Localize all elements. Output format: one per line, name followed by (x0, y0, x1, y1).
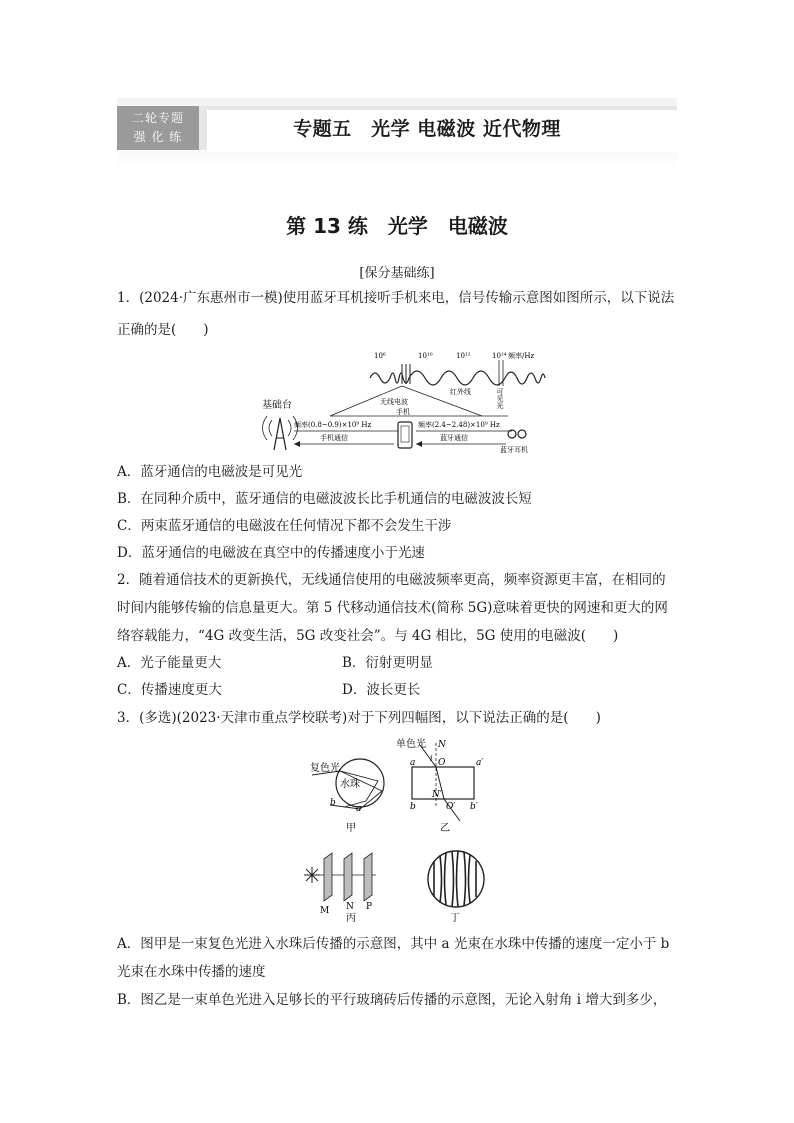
header-title: 专题五 光学 电磁波 近代物理 (293, 118, 561, 140)
bing-P-label: P (366, 902, 373, 912)
figure-ding (428, 851, 484, 924)
phone-comm-label: 手机通信 (320, 434, 348, 442)
header-tag-line2: 强 化 练 (133, 130, 183, 144)
freq-right-label: 频率(2.4~2.48)×10⁹ Hz (418, 421, 500, 429)
q1-option-a: A．蓝牙通信的电磁波是可见光 (117, 464, 303, 480)
q3-option-b-line1: B．图乙是一束单色光进入足够长的平行玻璃砖后传播的示意图，无论入射角 i 增大到多少， (117, 992, 667, 1008)
base-station-label: 基础台 (262, 400, 292, 411)
freq-left-label: 频率(0.8~0.9)×10⁹ Hz (294, 421, 372, 429)
q2-option-d: D．波长更长 (342, 682, 421, 698)
q2-stem-line3: 络容载能力，“4G 改变生活，5G 改变社会”。与 4G 相比，5G 使用的电磁波( ) (117, 628, 619, 644)
q2-stem-line2: 时间内能够传输的信息量更大。第 5 代移动通信技术(简称 5G)意味着更快的网速和更大的网 (117, 600, 668, 616)
tick-1e14: 10¹⁴ (492, 352, 507, 360)
q1-stem-line1: 1．(2024·广东惠州市一模)使用蓝牙耳机接听手机来电，信号传输示意图如图所示，以下说法 (117, 290, 675, 306)
jia-a-label: a (356, 804, 362, 814)
water-drop-label: 水珠 (340, 779, 360, 790)
figure-yi (396, 737, 483, 834)
yi-N-label: N (438, 740, 446, 750)
yi-O-label: O (438, 758, 446, 768)
lesson-title: 第 13 练 光学 电磁波 (286, 214, 508, 238)
q2-option-a: A．光子能量更大 (117, 655, 222, 671)
em-wave (370, 371, 545, 385)
bing-M-label: M (320, 906, 330, 916)
q3-figure (300, 735, 500, 925)
yi-a-label: a (410, 758, 416, 768)
tick-1e12: 10¹² (456, 352, 471, 360)
figure-bing (304, 853, 376, 924)
yi-N2-label: N′ (432, 790, 442, 800)
yi-i-label: i (430, 754, 433, 763)
header-tag (117, 106, 199, 150)
q1-option-d: D．蓝牙通信的电磁波在真空中的传播速度小于光速 (117, 545, 425, 561)
jia-b-label: b (330, 798, 336, 808)
q1-option-b: B．在同种介质中，蓝牙通信的电磁波波长比手机通信的电磁波波长短 (117, 491, 532, 507)
yi-b-label: b (410, 802, 416, 812)
jia-caption: 甲 (346, 823, 356, 834)
freq-axis-label: 频率/Hz (508, 352, 535, 360)
compound-light-label: 复色光 (310, 763, 340, 774)
q2-stem-line1: 2．随着通信技术的更新换代，无线通信使用的电磁波频率更高，频率资源更丰富，在相同的 (117, 572, 666, 588)
bing-N-label: N (346, 902, 354, 912)
q2-option-b: B．衍射更明显 (342, 655, 433, 671)
tick-1e6: 10⁶ (374, 352, 386, 360)
infrared-label: 红外线 (450, 388, 471, 396)
q3-option-a-line1: A．图甲是一束复色光进入水珠后传播的示意图，其中 a 光束在水珠中传播的速度一定小于 b (117, 936, 670, 952)
yi-b2-label: b′ (470, 802, 478, 812)
yi-caption: 乙 (440, 823, 450, 834)
visible-label: 可见光 (496, 388, 504, 409)
mono-light-label: 单色光 (396, 739, 426, 750)
radio-wave-label: 无线电波 (380, 398, 408, 406)
yi-O2-label: O′ (446, 802, 456, 812)
q3-option-a-line2: 光束在水珠中传播的速度 (117, 964, 266, 980)
q3-stem-line1: 3．(多选)(2023·天津市重点学校联考)对于下列四幅图，以下说法正确的是( ) (117, 710, 601, 726)
figure-jia (310, 759, 384, 834)
bt-comm-label: 蓝牙通信 (440, 434, 468, 442)
bing-caption: 丙 (346, 913, 356, 924)
header-tag-line1: 二轮专题 (131, 111, 184, 125)
tick-1e10: 10¹⁰ (418, 352, 433, 360)
q1-stem-line2: 正确的是( ) (117, 322, 209, 338)
q2-option-c: C．传播速度更大 (117, 682, 222, 698)
phone-label: 手机 (396, 408, 410, 416)
section-label: [保分基础练] (359, 266, 435, 281)
yi-a2-label: a′ (476, 758, 484, 768)
q1-option-c: C．两束蓝牙通信的电磁波在任何情况下都不会发生干涉 (117, 518, 452, 534)
ding-caption: 丁 (450, 913, 460, 924)
earphone-label: 蓝牙耳机 (500, 446, 528, 454)
tower-icon (263, 416, 298, 450)
q1-figure (250, 346, 550, 456)
